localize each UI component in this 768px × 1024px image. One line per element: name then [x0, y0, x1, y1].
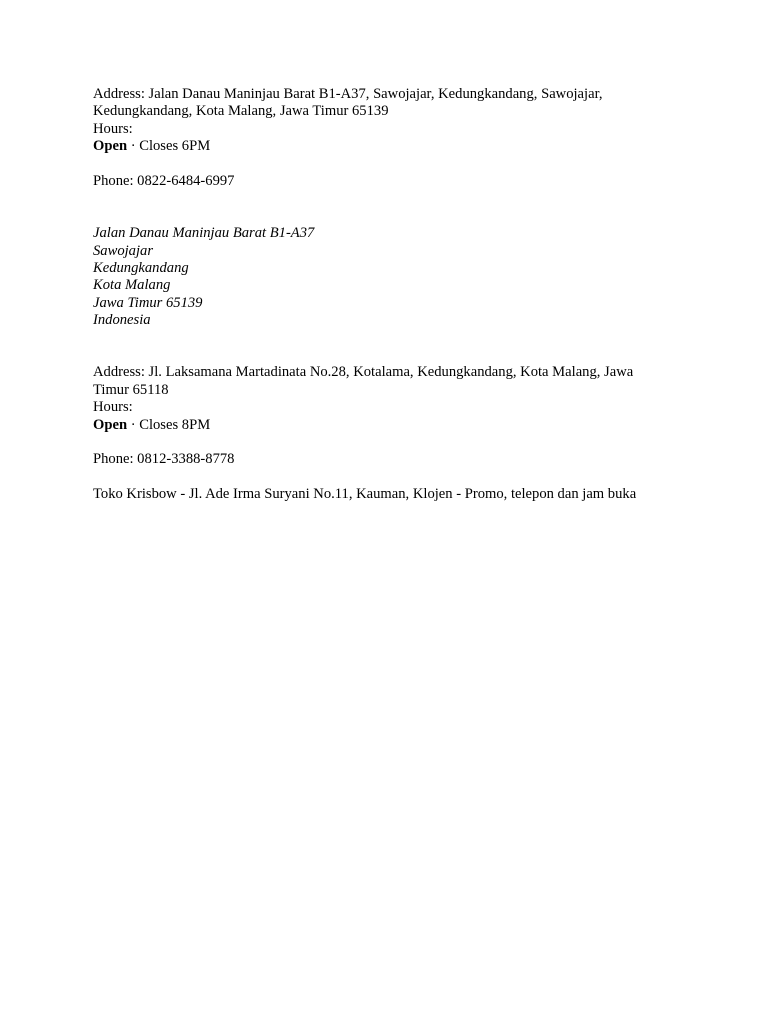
- phone-number: Phone: 0822-6484-6997: [93, 173, 235, 190]
- store-title-block: [93, 486, 693, 503]
- phone-block-1: [93, 173, 693, 190]
- address-line-continued: Kedungkandang, Kota Malang, Jawa Timur 65139: [93, 103, 389, 120]
- closing-time: · Closes 8PM: [127, 416, 211, 433]
- address-line: [93, 364, 693, 381]
- hours-label: Hours:: [93, 120, 133, 137]
- address-block-2: [93, 364, 693, 434]
- italic-address-line: Sawojajar: [93, 242, 154, 259]
- italic-address-line: Kota Malang: [93, 277, 171, 294]
- address-block-1: [93, 86, 693, 156]
- italic-address-line: Kedungkandang: [93, 260, 189, 277]
- hours-status: [93, 417, 693, 434]
- open-status: Open: [93, 138, 128, 155]
- address-label: Address:: [93, 364, 149, 381]
- address-text: Jalan Danau Maninjau Barat B1-A37, Sawojajar, Kedungkandang, Sawojajar,: [148, 86, 603, 102]
- italic-address-line: Jalan Danau Maninjau Barat B1-A37: [93, 225, 315, 242]
- phone-number: Phone: 0812-3388-8778: [93, 451, 235, 468]
- italic-address-block: [93, 225, 693, 329]
- document-page: [93, 86, 693, 504]
- hours-label: Hours:: [93, 399, 133, 416]
- address-line: [93, 86, 693, 103]
- italic-address-line: Indonesia: [93, 312, 151, 329]
- italic-address-line: Jawa Timur 65139: [93, 294, 203, 311]
- address-line-continued: Timur 65118: [93, 381, 169, 398]
- open-status: Open: [93, 416, 128, 433]
- address-label: Address:: [93, 86, 149, 102]
- address-text: Jl. Laksamana Martadinata No.28, Kotalama, Kedungkandang, Kota Malang, Jawa: [148, 364, 634, 381]
- phone-block-2: [93, 451, 693, 468]
- closing-time: · Closes 6PM: [127, 138, 211, 155]
- store-title-line: Toko Krisbow - Jl. Ade Irma Suryani No.11, Kauman, Klojen - Promo, telepon dan jam buka: [93, 486, 637, 503]
- hours-status: [93, 138, 693, 155]
